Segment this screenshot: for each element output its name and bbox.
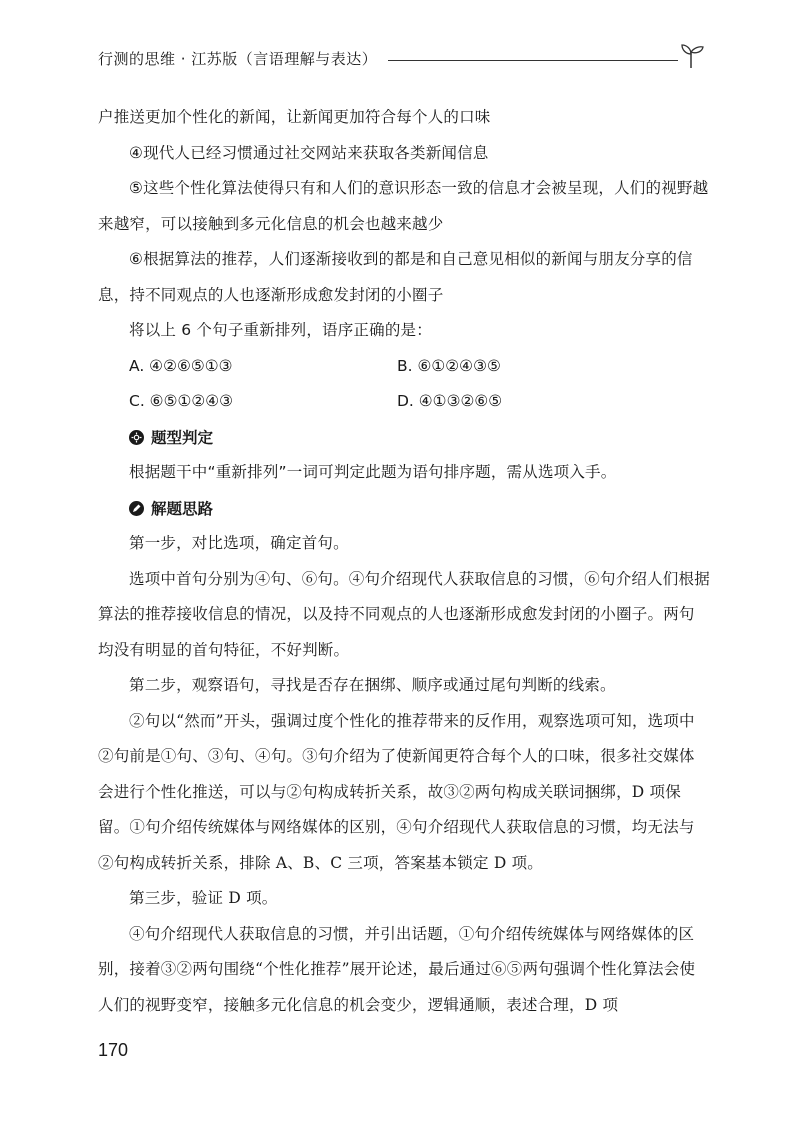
paragraph: 第三步，验证 D 项。 — [129, 889, 278, 907]
question-stem: 将以上 6 个句子重新排列，语序正确的是： — [129, 321, 432, 339]
page-content — [98, 100, 710, 1023]
header-rule — [388, 60, 678, 61]
paragraph: ⑤这些个性化算法使得只有和人们的意识形态一致的信息才会被呈现，人们的视野越来越窄，可以接触到多元化信息的机会也越来越少 — [98, 179, 709, 233]
section-title: 题型判定 — [151, 429, 214, 448]
paragraph: 根据题干中“重新排列”一词可判定此题为语句排序题，需从选项入手。 — [129, 463, 617, 481]
option-c: C. ⑥⑤①②④③ — [129, 392, 234, 410]
paragraph: 户推送更加个性化的新闻，让新闻更加符合每个人的口味 — [98, 108, 491, 126]
paragraph: ②句以“然而”开头，强调过度个性化的推荐带来的反作用，观察选项可知，选项中②句前是①句、③句、④句。③句介绍为了使新闻更符合每个人的口味，很多社交媒体会进行个性化推送，可以与②句构成转折关系，故③②两句构成关联词捆绑，D 项保留。①句介绍传统媒体与网络媒体的区别，④句介绍现代人获取信息的习惯，均无法与②句构成转折关系，排除 A、B、C 三项，答案基本锁定 D 项。 — [98, 711, 695, 872]
options-row-1 — [98, 349, 710, 385]
sprout-icon — [674, 38, 708, 72]
paragraph: ⑥根据算法的推荐，人们逐渐接收到的都是和自己意见相似的新闻与朋友分享的信息，持不同观点的人也逐渐形成愈发封闭的小圈子 — [98, 250, 693, 304]
pencil-icon — [129, 501, 144, 516]
gear-icon — [129, 430, 144, 445]
paragraph: ④现代人已经习惯通过社交网站来获取各类新闻信息 — [129, 143, 489, 162]
option-b: B. ⑥①②④③⑤ — [397, 356, 501, 375]
section-heading-solution — [98, 491, 710, 527]
page-number: 170 — [98, 1040, 129, 1060]
paragraph: ④句介绍现代人获取信息的习惯，并引出话题，①句介绍传统媒体与网络媒体的区别，接着③②两句围绕“个性化推荐”展开论述，最后通过⑥⑤两句强调个性化算法会使人们的视野变窄，接触多元化信息的机会变少，逻辑通顺，表述合理，D 项 — [98, 924, 696, 1014]
option-a: A. ④②⑥⑤①③ — [129, 356, 233, 375]
options-row-2 — [98, 384, 710, 420]
paragraph: 第一步，对比选项，确定首句。 — [129, 534, 349, 552]
section-title: 解题思路 — [151, 500, 214, 519]
option-d: D. ④①③②⑥⑤ — [397, 392, 503, 410]
page-header — [98, 38, 708, 78]
section-heading-type — [98, 420, 710, 456]
header-title: 行测的思维 · 江苏版（言语理解与表达） — [98, 50, 378, 68]
paragraph: 选项中首句分别为④句、⑥句。④句介绍现代人获取信息的习惯，⑥句介绍人们根据算法的推荐接收信息的情况，以及持不同观点的人也逐渐形成愈发封闭的小圈子。两句均没有明显的首句特征，不好判断。 — [98, 569, 710, 659]
paragraph: 第二步，观察语句，寻找是否存在捆绑、顺序或通过尾句判断的线索。 — [129, 676, 616, 694]
